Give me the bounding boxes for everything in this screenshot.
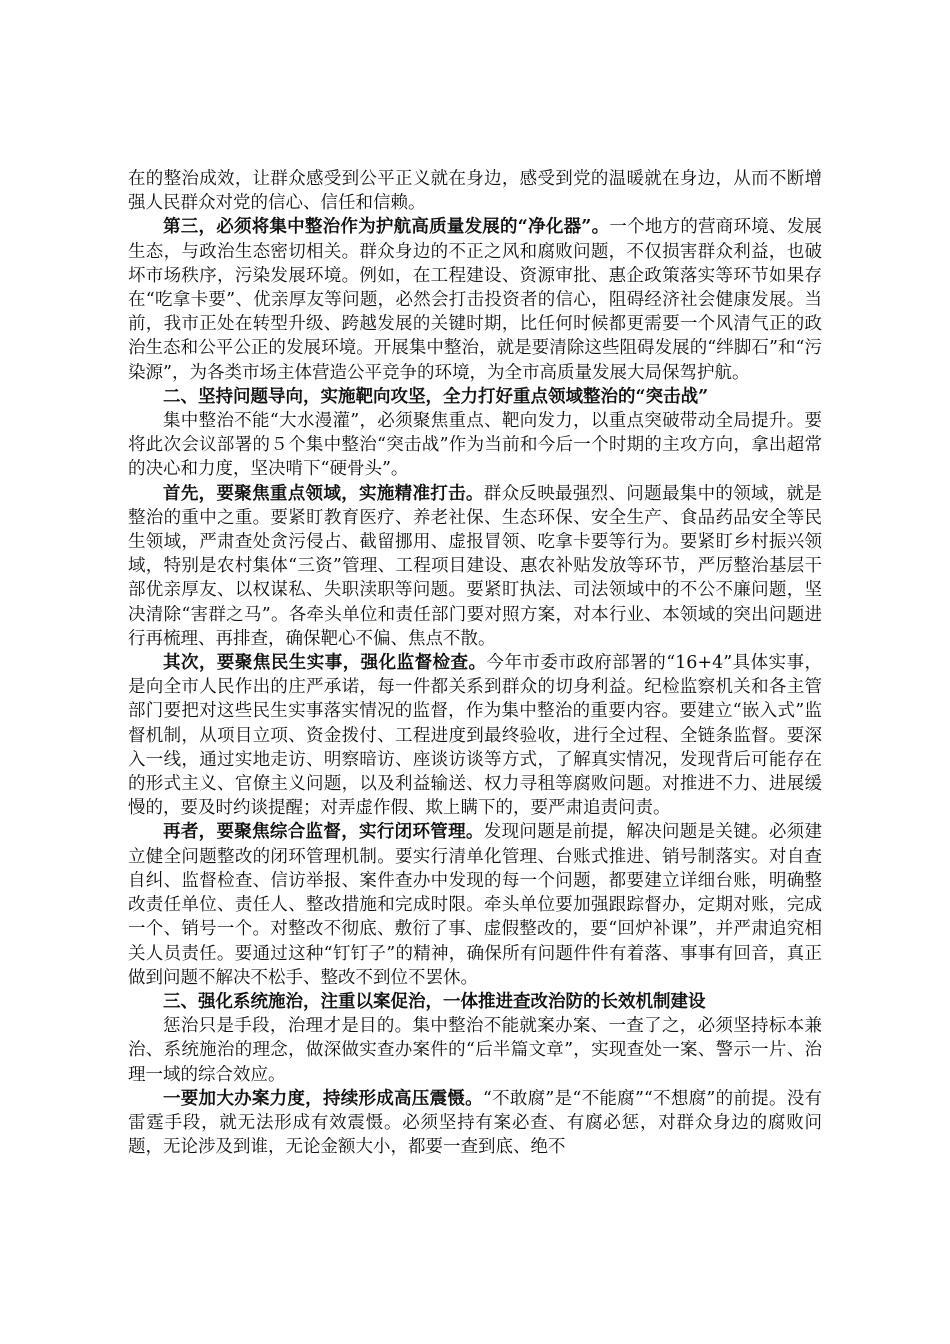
paragraph-further-point <box>128 820 822 989</box>
paragraph-text: 发现问题是前提，解决问题是关键。必须建立健全问题整改的闭环管理机制。要实行清单化管理、台账式推进、销号制落实。对自查自纠、监督检查、信访举报、案件查办中发现的每一个问题，都要建立详细台账，明确整改责任单位、责任人、整改措施和完成时限。牵头单位要加强跟踪督办，定期对账，完成一个、销号一个。对整改不彻底、敷衍了事、虚假整改的，要“回炉补课”，并严肃追究相关人员责任。要通过这种“钉钉子”的精神，确保所有问题件件有着落、事事有回音，真正做到问题不解决不松手、整改不到位不罢休。 <box>128 822 822 988</box>
paragraph-text: 群众反映最强烈、问题最集中的领域，就是整治的重中之重。要紧盯教育医疗、养老社保、生态环保、安全生产、食品药品安全等民生领域，严肃查处贪污侵占、截留挪用、虚报冒领、吃拿卡要等行为。要紧盯乡村振兴领域，特别是农村集体“三资”管理、工程项目建设、惠农补贴发放等环节，严厉整治基层干部优亲厚友、以权谋私、失职渎职等问题。要紧盯执法、司法领域中的不公不廉问题，坚决清除“害群之马”。各牵头单位和责任部门要对照方案，对本行业、本领域的突出问题进行再梳理、再排查，确保靶心不偏、焦点不散。 <box>128 483 822 649</box>
paragraph-second-point <box>128 651 822 820</box>
paragraph-first-point <box>128 482 822 651</box>
paragraph-lead: 再者，要聚焦综合监督，实行闭环管理。 <box>163 822 484 843</box>
section-heading-2 <box>128 385 822 409</box>
paragraph-lead: 一要加大办案力度，持续形成高压震慑。 <box>163 1088 483 1109</box>
paragraph-lead: 首先，要聚焦重点领域，实施精准打击。 <box>163 483 484 504</box>
paragraph-text: 一个地方的营商环境、发展生态，与政治生态密切相关。群众身边的不正之风和腐败问题，不仅损害群众利益，也破坏市场秩序，污染发展环境。例如，在工程建设、资源审批、惠企政策落实等环节如果存在“吃拿卡要”、优亲厚友等问题，必然会打击投资者的信心，阻碍经济社会健康发展。当前，我市正处在转型升级、跨越发展的关键时期，比任何时候都更需要一个风清气正的政治生态和公平公正的发展环境。开展集中整治，就是要清除这些阻碍发展的“绊脚石”和“污染源”，为各类市场主体营造公平竞争的环境，为全市高质量发展大局保驾护航。 <box>128 217 822 383</box>
section-heading-3 <box>128 990 822 1014</box>
paragraph-third-point <box>128 215 822 384</box>
paragraph-text: 今年市委市政府部署的“16+4”具体实事，是向全市人民作出的庄严承诺，每一件都关系到群众的切身利益。纪检监察机关和各主管部门要把对这些民生实事落实情况的监督，作为集中整治的重要内容。要建立“嵌入式”监督机制，从项目立项、资金拨付、工程进度到最终验收，进行全过程、全链条监督。要深入一线，通过实地走访、明察暗访、座谈访谈等方式，了解真实情况，发现背后可能存在的形式主义、官僚主义问题，以及利益输送、权力寻租等腐败问题。对推进不力、进展缓慢的，要及时约谈提醒；对弄虚作假、欺上瞒下的，要严肃追责问责。 <box>128 653 823 819</box>
paragraph-lead: 其次，要聚焦民生实事，强化监督检查。 <box>163 653 487 674</box>
paragraph-lead: 第三，必须将集中整治作为护航高质量发展的“净化器”。 <box>163 217 610 238</box>
paragraph-text: “不敢腐”是“不能腐”“不想腐”的前提。没有雷霆手段，就无法形成有效震慑。必须坚持有案必查、有腐必惩，对群众身边的腐败问题，无论涉及到谁，无论金额大小，都要一查到底、绝不 <box>128 1088 822 1158</box>
paragraph-text: 集中整治不能“大水漫灌”，必须聚焦重点、靶向发力，以重点突破带动全局提升。要将此次会议部署的５个集中整治“突击战”作为当前和今后一个时期的主攻方向，拿出超常的决心和力度，坚决啃下“硬骨头”。 <box>128 411 822 480</box>
paragraph-point-one <box>128 1087 822 1160</box>
paragraph-continuation <box>128 167 822 215</box>
paragraph-text: 惩治只是手段，治理才是目的。集中整治不能就案办案、一查了之，必须坚持标本兼治、系统施治的理念，做深做实查办案件的“后半篇文章”，实现查处一案、警示一片、治理一域的综合效应。 <box>128 1016 822 1085</box>
section-heading-text: 二、坚持问题导向，实施靶向攻坚，全力打好重点领域整治的“突击战” <box>163 386 709 407</box>
document-body <box>128 167 822 1159</box>
paragraph-section3-intro <box>128 1014 822 1087</box>
paragraph-section2-intro <box>128 409 822 482</box>
paragraph-text: 在的整治成效，让群众感受到公平正义就在身边，感受到党的温暖就在身边，从而不断增强人民群众对党的信心、信任和信赖。 <box>128 169 822 214</box>
section-heading-text: 三、强化系统施治，注重以案促治，一体推进查改治防的长效机制建设 <box>163 991 706 1012</box>
